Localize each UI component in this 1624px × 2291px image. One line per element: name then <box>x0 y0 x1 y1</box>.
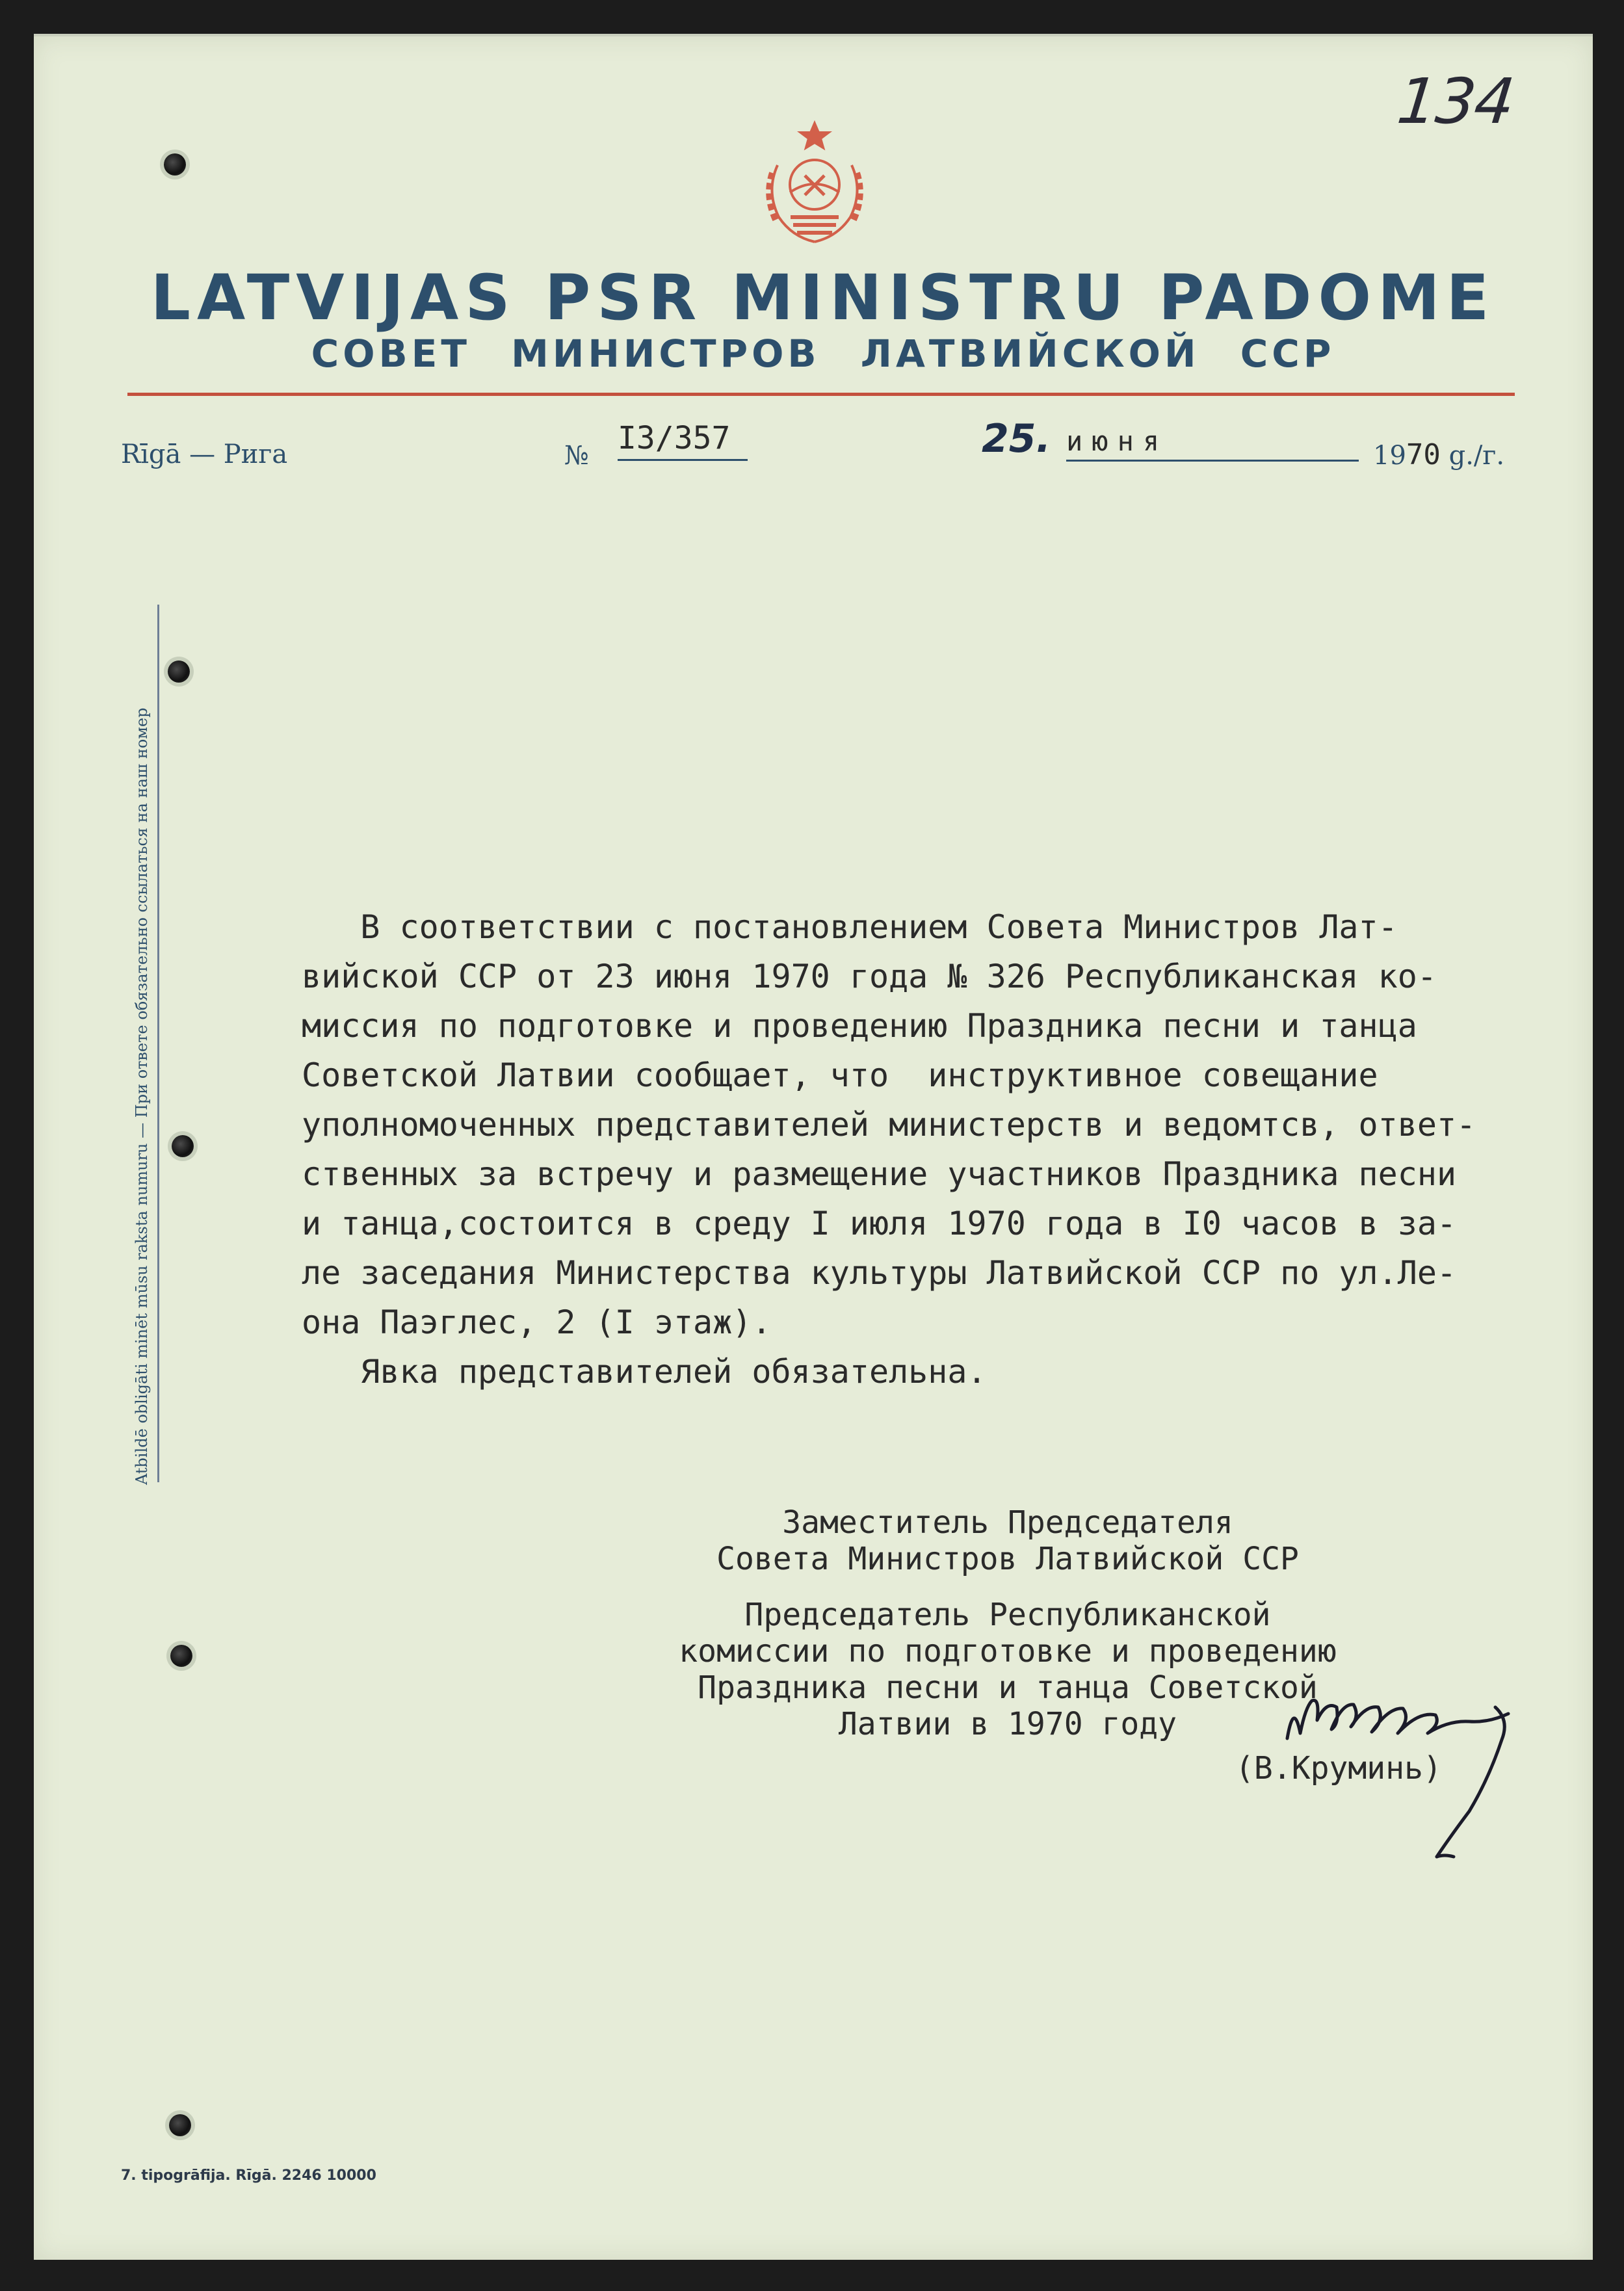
body-line: уполномоченных представителей министерств и ведомтсв, ответ- <box>302 1106 1476 1144</box>
body-line: она Паэглес, 2 (I этаж). <box>302 1303 772 1341</box>
printer-imprint: 7. tipogrāfija. Rīgā. 2246 10000 <box>121 2167 376 2184</box>
margin-rule <box>157 605 159 1482</box>
body-line: миссия по подготовке и проведению Праздника песни и танца <box>302 1007 1417 1045</box>
handwritten-page-number: 134 <box>1394 65 1517 138</box>
date-year <box>1373 438 1504 471</box>
document-number: I3/357 <box>618 420 748 461</box>
body-line: и танца,состоится в среду I июля 1970 года в I0 часов в за- <box>302 1205 1457 1242</box>
signatory-title-line: Председатель Республиканской <box>744 1597 1271 1633</box>
state-emblem-icon <box>753 120 876 256</box>
punch-hole-4 <box>170 1645 192 1667</box>
date-day: 25. <box>982 416 1051 462</box>
signatory-title-line: Латвии в 1970 году <box>838 1706 1177 1742</box>
body-line: ственных за встречу и размещение участников Праздника песни <box>302 1155 1457 1193</box>
place-of-issue: Rīgā — Рига <box>121 439 288 469</box>
signatory-name: (В.Круминь) <box>1235 1750 1442 1787</box>
body-line: В соответствии с постановлением Совета Министров Лат- <box>302 908 1398 946</box>
signatory-title-line: Совета Министров Латвийской ССР <box>716 1541 1299 1577</box>
signatory-title-line: комиссии по подготовке и проведению <box>679 1633 1337 1669</box>
punch-hole-5 <box>169 2114 191 2136</box>
year-prefix: 19 <box>1373 441 1406 471</box>
letterhead-title-russian: СОВЕТ МИНИСТРОВ ЛАТВИЙСКОЙ ССР <box>311 332 1335 376</box>
signatory-title-line: Праздника песни и танца Советской <box>698 1669 1318 1706</box>
punch-hole-3 <box>172 1135 194 1157</box>
body-line: вийской ССР от 23 июня 1970 года № 326 Республиканская ко- <box>302 958 1437 995</box>
letterhead-title-latvian: LATVIJAS PSR MINISTRU PADOME <box>150 261 1496 334</box>
year-digits: 70 <box>1406 438 1441 471</box>
year-suffix: g./г. <box>1448 441 1505 471</box>
letter-body <box>302 902 1524 1396</box>
punch-hole-2 <box>168 661 190 683</box>
date-month: июня <box>1066 425 1359 462</box>
signatory-title-line: Заместитель Председателя <box>782 1504 1233 1541</box>
document-number-label: № <box>564 441 589 471</box>
body-line: Явка представителей обязательна. <box>302 1353 987 1391</box>
body-line: ле заседания Министерства культуры Латвийской ССР по ул.Ле- <box>302 1254 1457 1292</box>
body-line: Советской Латвии сообщает, что инструктивное совещание <box>302 1056 1378 1094</box>
margin-note: Atbildē obligāti minēt mūsu raksta numuru — При ответе обязательно ссылаться на наш номер <box>133 707 151 1485</box>
punch-hole-1 <box>164 153 186 176</box>
letterhead-divider <box>127 393 1515 396</box>
